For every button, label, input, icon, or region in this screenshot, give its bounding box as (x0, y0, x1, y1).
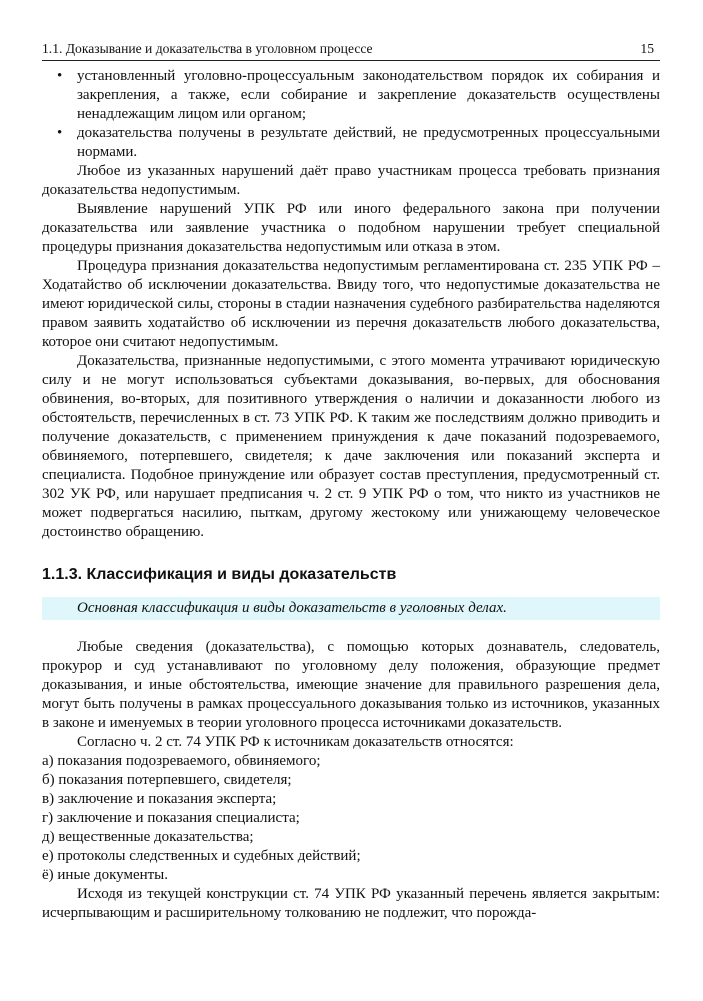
sources-list (42, 733, 660, 885)
highlight-box (42, 597, 660, 620)
bullet-item (42, 67, 660, 124)
list-intro: Согласно ч. 2 ст. 74 УПК РФ к источникам доказательств относятся: (77, 734, 514, 750)
section-heading: 1.1.3. Классификация и виды доказательств (42, 566, 397, 583)
list-item: ё) иные документы. (42, 867, 169, 883)
running-header-title: 1.1. Доказывание и доказательства в уголовном процессе (42, 41, 373, 56)
list-item: г) заключение и показания специалиста; (42, 810, 300, 826)
paragraph: Исходя из текущей конструкции ст. 74 УПК РФ указанный перечень является закрытым: исчерпывающим и расширительному толкованию не подлежит, что порожда- (42, 886, 660, 921)
list-item: д) вещественные доказательства; (42, 829, 254, 845)
bullet-list (42, 67, 660, 162)
list-item: б) показания потерпевшего, свидетеля; (42, 772, 292, 788)
bullet-icon: • (57, 68, 63, 84)
paragraph: Выявление нарушений УПК РФ или иного федерального закона при получении доказательства или заявление участника о подобном нарушении требует специальной процедуры признания доказательства недопустимым или отказа в этом. (42, 201, 660, 255)
paragraph: Любые сведения (доказательства), с помощью которых дознаватель, следователь, прокурор и суд устанавливают по уголовному делу положения, образующие предмет доказывания, и иные обстоятельства, имеющие значение для правильного разрешения дела, могут быть получены в рамках процессуального доказывания только из источников, указанных в законе и именуемых в теории уголовного процесса источниками доказательств. (42, 639, 660, 731)
bullet-text: установленный уголовно-процессуальным законодательством порядок их собирания и закрепления, а также, если собирание и закрепление доказательств осуществлены ненадлежащим лицом или органом; (77, 68, 660, 122)
list-item: а) показания подозреваемого, обвиняемого; (42, 753, 321, 769)
bullet-item (42, 124, 660, 162)
running-header (42, 40, 660, 61)
page-number: 15 (640, 41, 654, 56)
paragraph: Процедура признания доказательства недопустимым регламентирована ст. 235 УПК РФ – Ходатайство об исключении доказательства. Ввиду того, что недопустимые доказательства не имеют юридической силы, стороны в стадии назначения судебного разбирательства наделяются правом заявить ходатайство об исключении из перечня доказательств любого доказательства, которое они считают недопустимым. (42, 258, 660, 350)
highlight-text: Основная классификация и виды доказательств в уголовных делах. (77, 600, 507, 616)
list-item: е) протоколы следственных и судебных действий; (42, 848, 361, 864)
list-item: в) заключение и показания эксперта; (42, 791, 277, 807)
bullet-icon: • (57, 125, 63, 141)
paragraph: Любое из указанных нарушений даёт право участникам процесса требовать признания доказательства недопустимым. (42, 163, 660, 198)
paragraph: Доказательства, признанные недопустимыми, с этого момента утрачивают юридическую силу и не могут использоваться субъектами доказывания, во-первых, для обоснования обвинения, во-вторых, для позитивного утверждения о наличии и доказанности любого из обстоятельств, перечисленных в ст. 73 УПК РФ. К таким же последствиям должно приводить и получение доказательств, с применением принуждения к даче показаний подозреваемого, обвиняемого, потерпевшего, свидетеля; к даче заключения или показаний эксперта и специалиста. Подобное принуждение или образует состав преступления, предусмотренный ст. 302 УК РФ, или нарушает предписания ч. 2 ст. 9 УПК РФ о том, что никто из участников не может подвергаться насилию, пыткам, другому жестокому или унижающему человеческое достоинство обращению. (42, 353, 660, 540)
body-text (42, 67, 660, 923)
bullet-text: доказательства получены в результате действий, не предусмотренных процессуальными нормами. (77, 125, 660, 160)
